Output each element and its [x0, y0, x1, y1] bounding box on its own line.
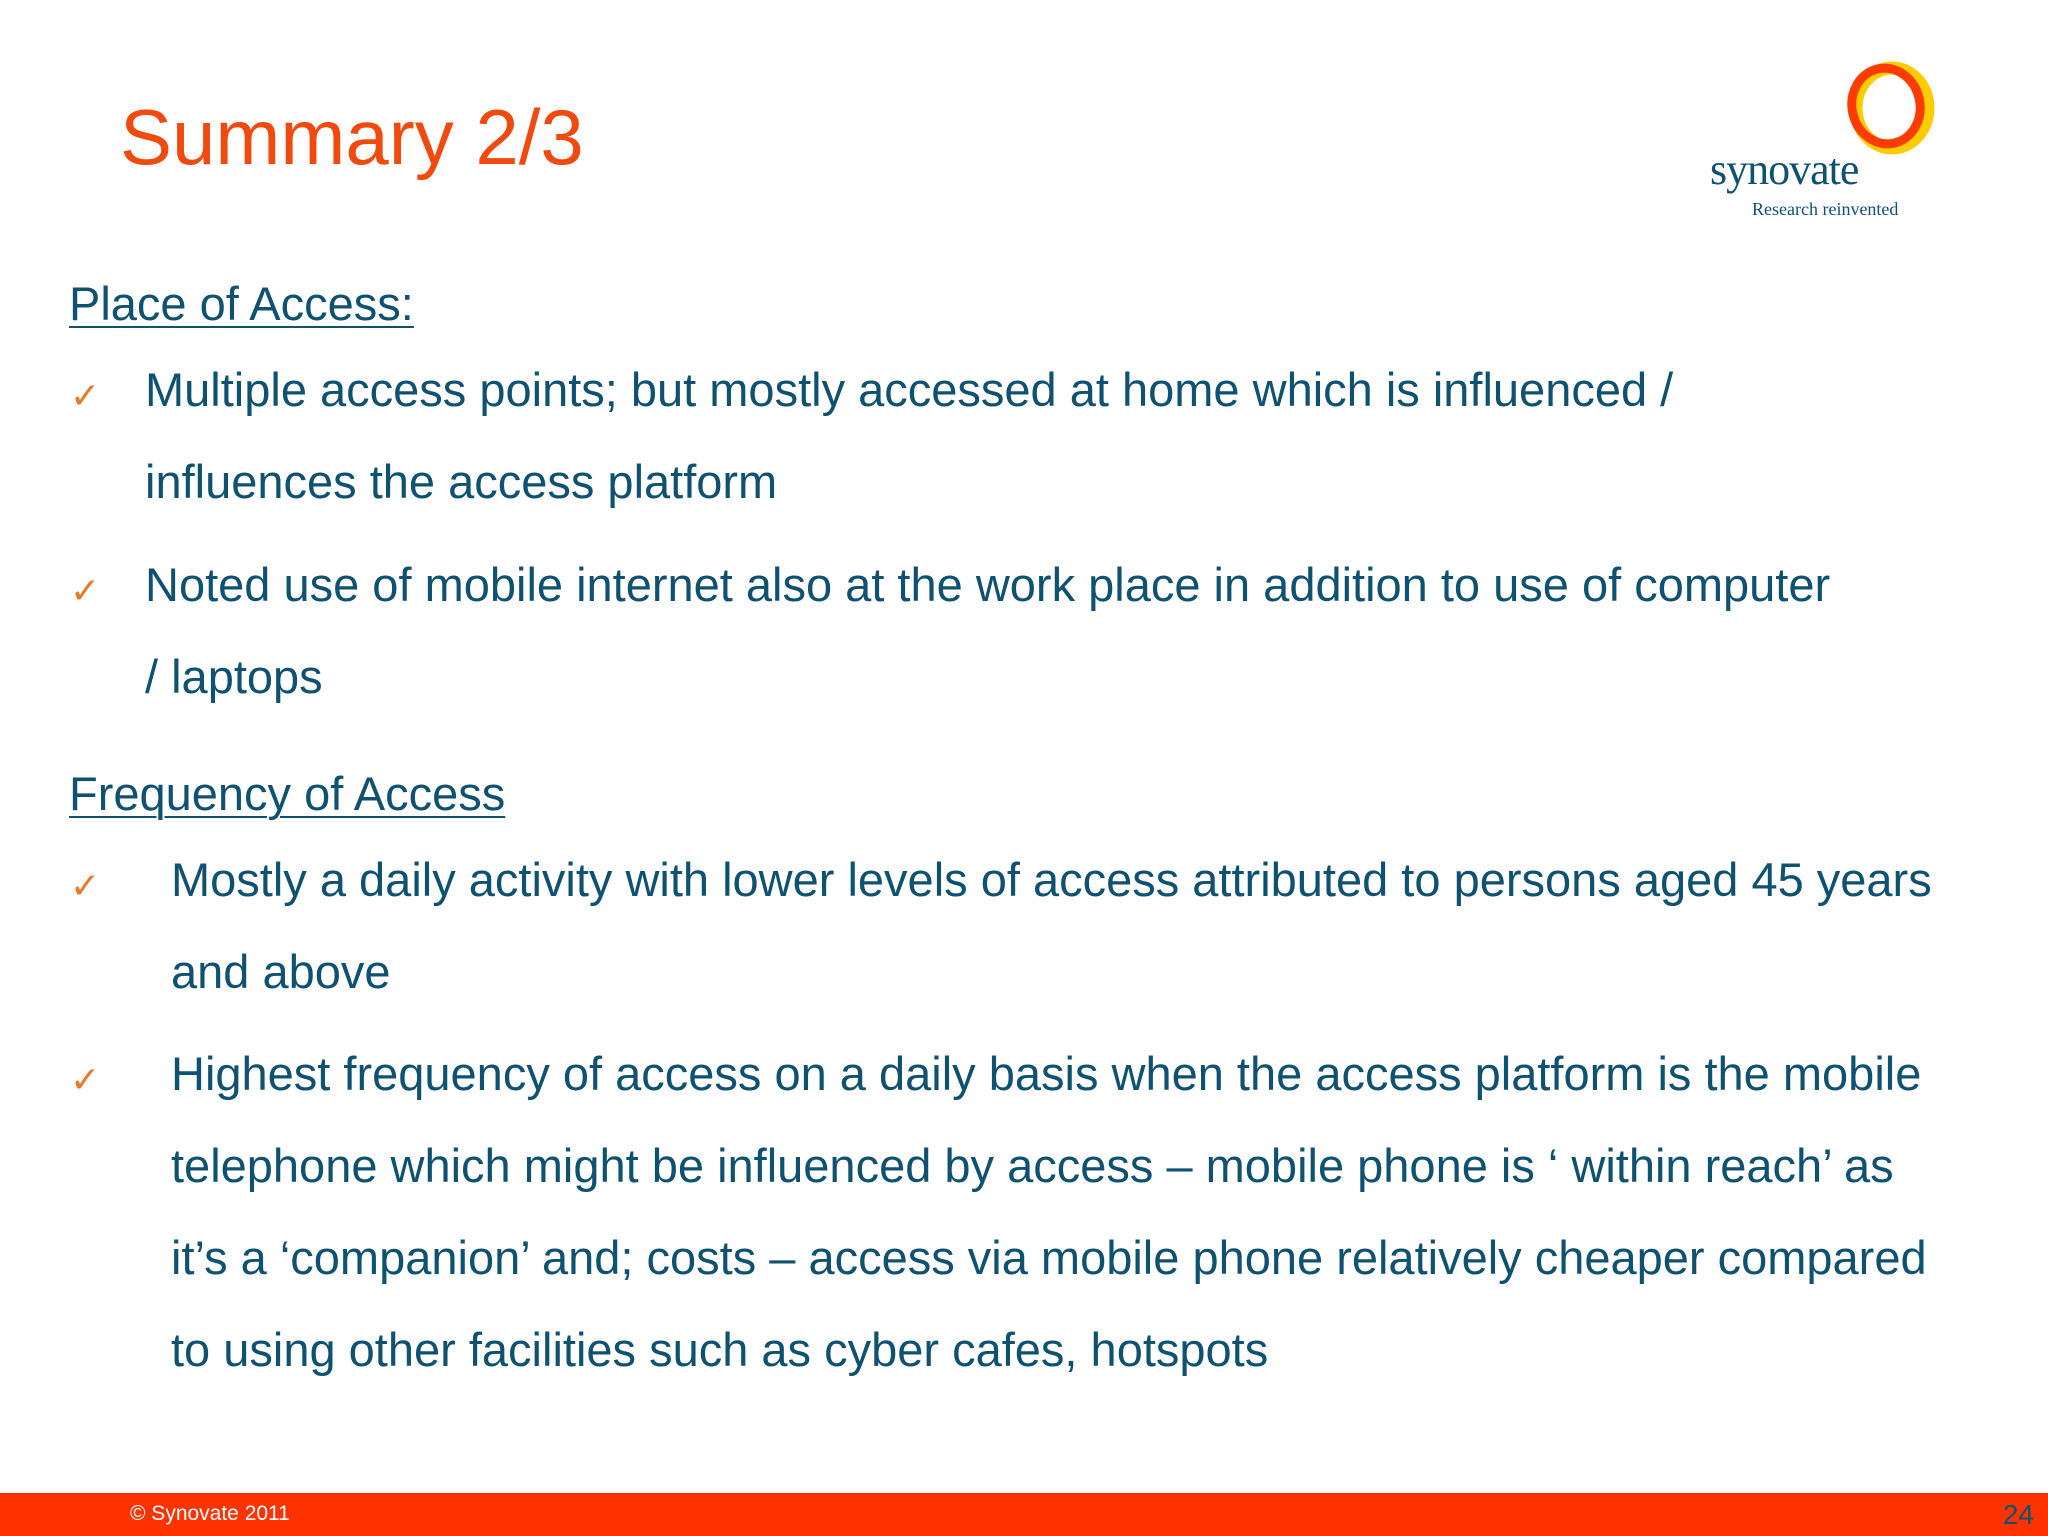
check-icon: ✓	[70, 571, 101, 612]
bullet-text: Highest frequency of access on a daily basis when the access platform is the mobile telephone which might be influenced by access – mobile phone is ‘ within reach’ as it’s a ‘companion’ and; costs – access via mobile phone relatively cheaper compared to using other facilities such as cyber cafes, hotspots	[171, 1047, 1927, 1376]
section-heading-place-of-access: Place of Access:	[69, 277, 414, 330]
bullet-text: Multiple access points; but mostly accessed at home which is influenced / influences the access platform	[145, 363, 1674, 508]
synovate-logo	[1700, 58, 1950, 228]
footer-bar	[0, 1493, 2048, 1536]
logo-tagline: Research reinvented	[1752, 199, 1899, 219]
logo-wordmark: synovate	[1710, 145, 1859, 194]
check-icon: ✓	[70, 866, 101, 907]
check-icon: ✓	[70, 1060, 101, 1101]
section-heading-frequency-of-access: Frequency of Access	[69, 767, 506, 820]
check-icon: ✓	[70, 376, 101, 417]
page-number: 24	[2002, 1499, 2034, 1530]
copyright-text: © Synovate 2011	[130, 1502, 290, 1525]
slide-title: Summary 2/3	[120, 93, 584, 181]
bullet-text: Noted use of mobile internet also at the work place in addition to use of computer / laptops	[145, 558, 1831, 703]
bullet-text: Mostly a daily activity with lower levels of access attributed to persons aged 45 years and above	[171, 853, 1932, 998]
